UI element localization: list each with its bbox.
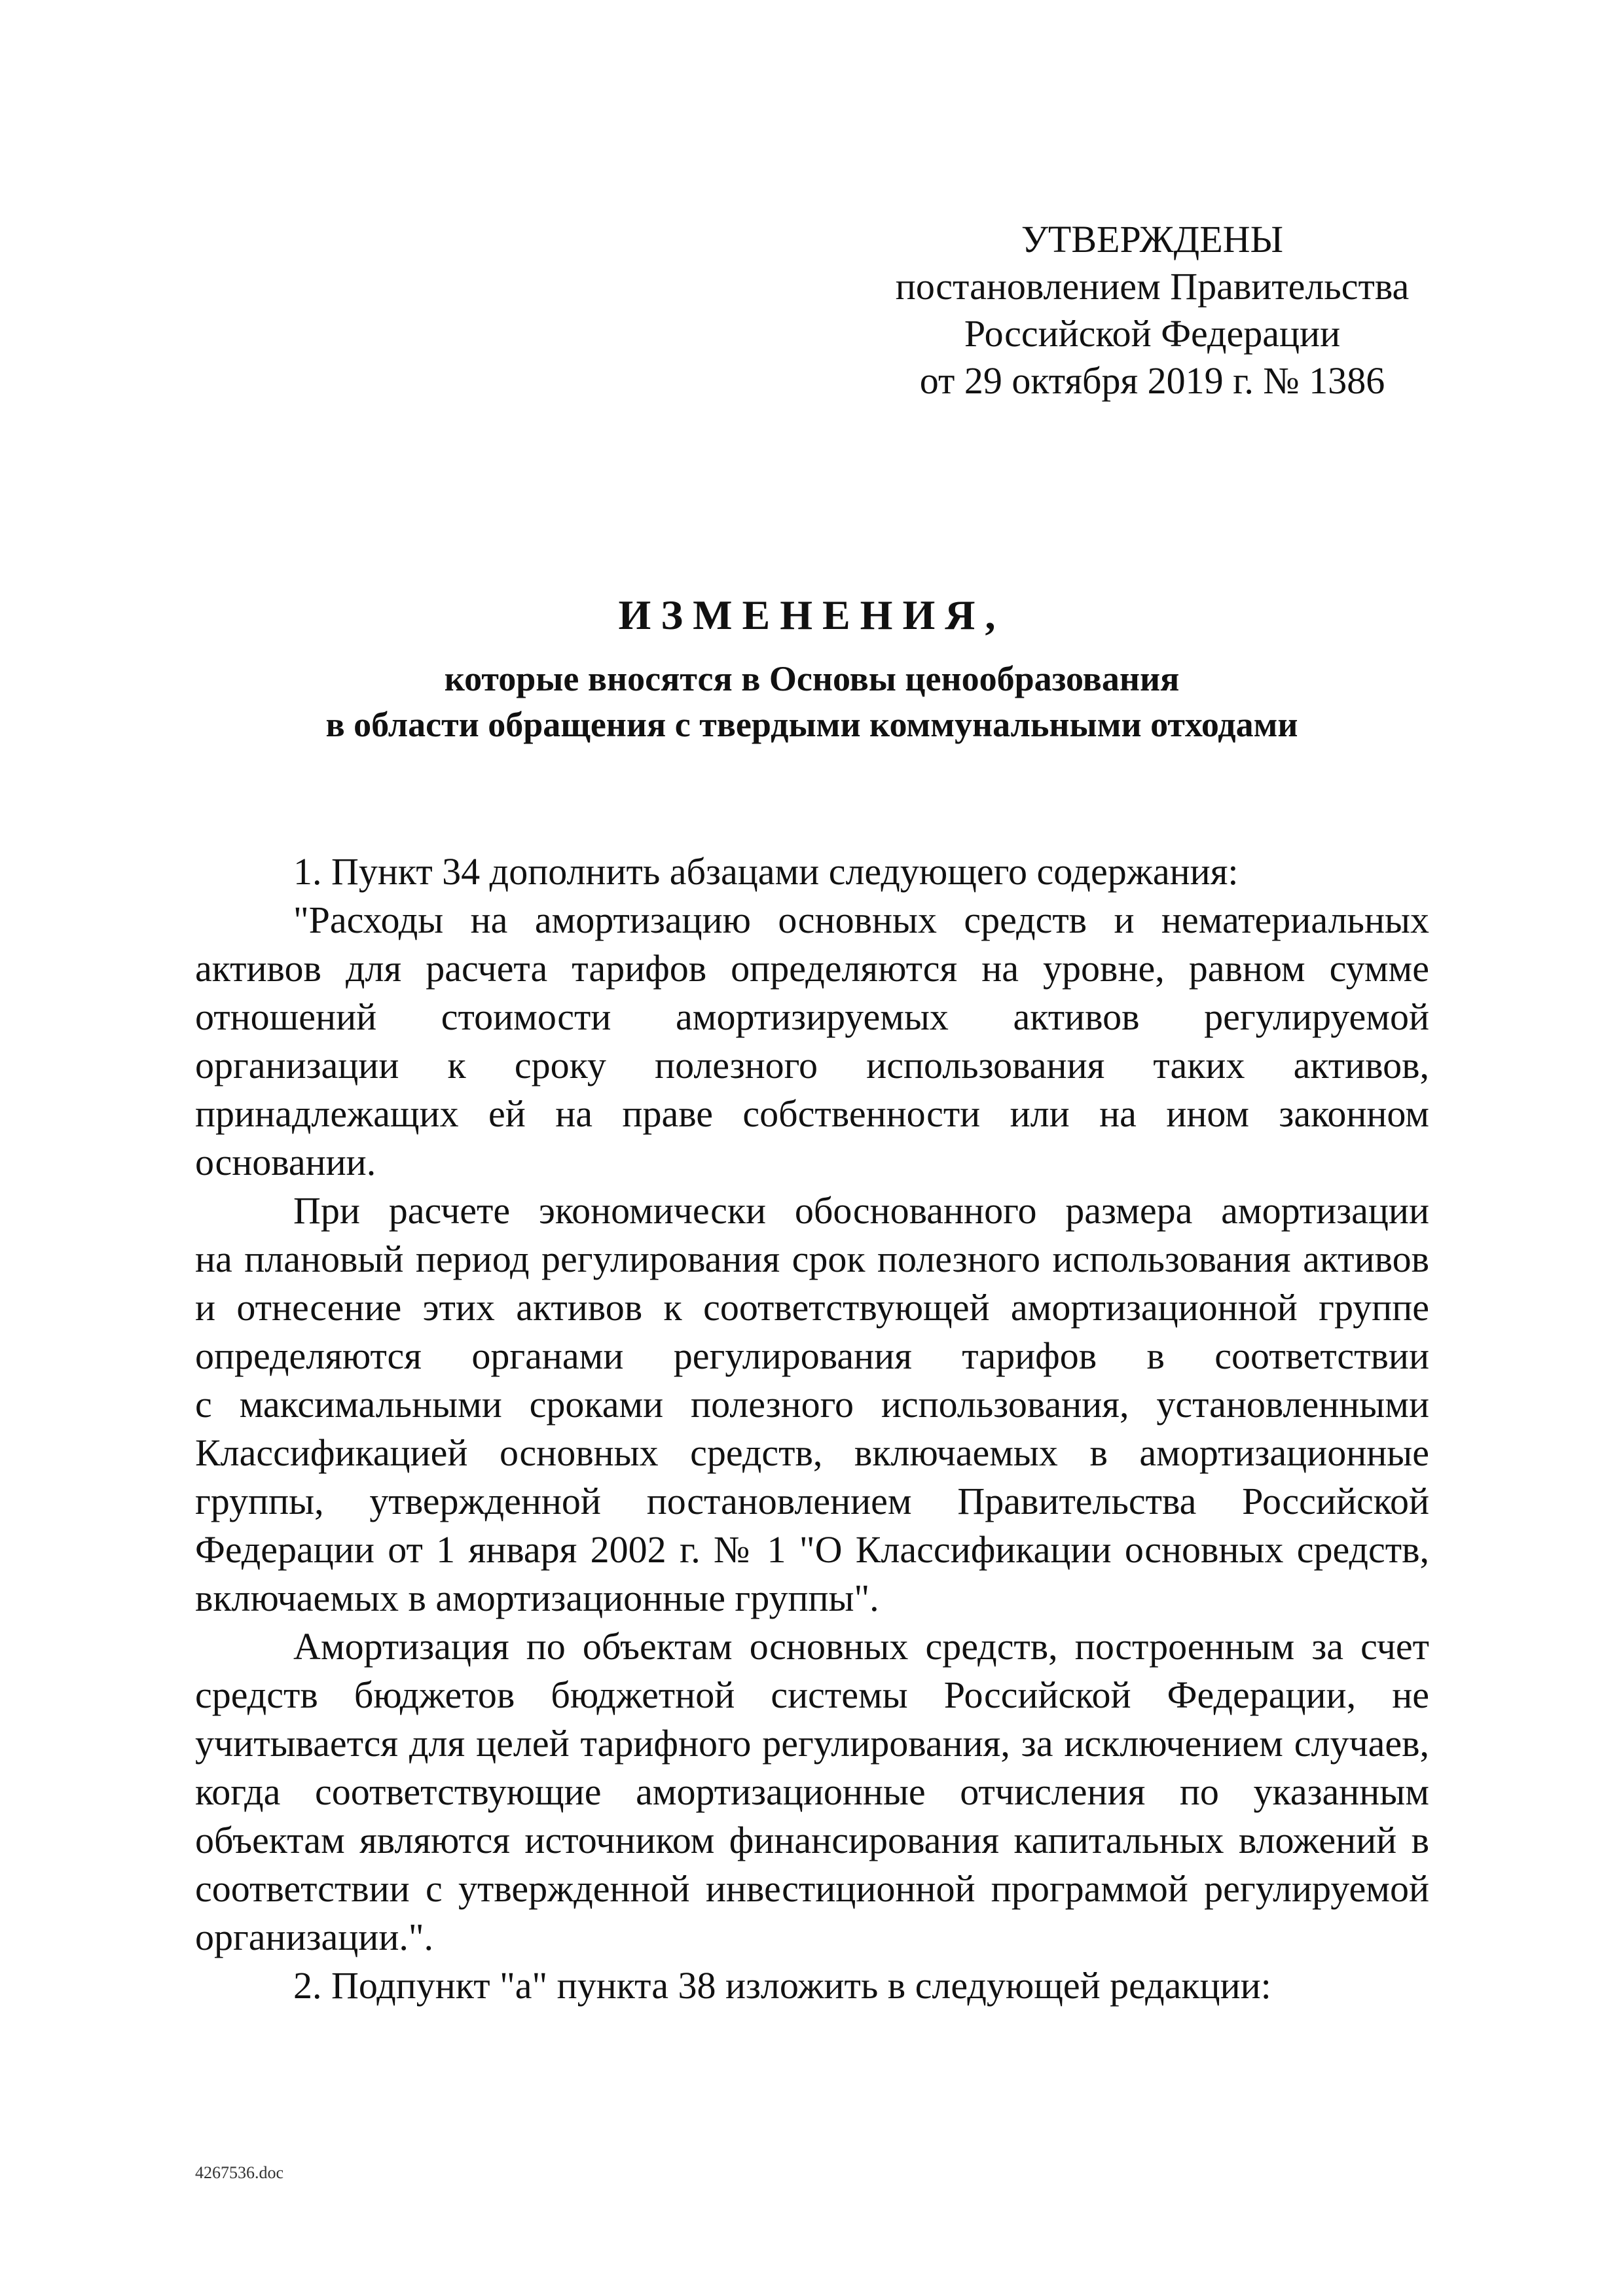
- text-line: и отнесение этих активов к соответствующей амортизационной группе: [195, 1286, 1429, 1329]
- approval-heading: УТВЕРЖДЕНЫ: [1021, 218, 1284, 260]
- document-title: ИЗМЕНЕНИЯ,: [618, 592, 1006, 638]
- document-body: [195, 848, 1429, 2010]
- approval-date-number: от 29 октября 2019 г. № 1386: [919, 359, 1385, 402]
- text-line: средств бюджетов бюджетной системы Российской Федерации, не: [195, 1674, 1429, 1716]
- text-line: определяются органами регулирования тарифов в соответствии: [195, 1335, 1429, 1377]
- paragraph-2: [195, 896, 1429, 1187]
- text-line: 2. Подпункт "а" пункта 38 изложить в следующей редакции:: [293, 1964, 1271, 2007]
- text-line: Классификацией основных средств, включаемых в амортизационные: [195, 1431, 1429, 1474]
- text-line: При расчете экономически обоснованного размера амортизации: [293, 1189, 1429, 1232]
- text-line: на плановый период регулирования срок полезного использования активов: [195, 1238, 1429, 1280]
- text-line: активов для расчета тарифов определяются на уровне, равном сумме: [195, 947, 1429, 990]
- document-header: [196, 589, 1427, 747]
- footer-file-name: 4267536.doc: [195, 2163, 284, 2182]
- text-line: группы, утвержденной постановлением Правительства Российской: [195, 1480, 1429, 1522]
- text-line: включаемых в амортизационные группы".: [195, 1577, 879, 1619]
- paragraph-5: [195, 1962, 1429, 2010]
- text-line: принадлежащих ей на праве собственности или на ином законном: [195, 1092, 1429, 1135]
- text-line: когда соответствующие амортизационные отчисления по указанным: [195, 1770, 1429, 1813]
- text-line: "Расходы на амортизацию основных средств и нематериальных: [293, 899, 1429, 941]
- text-line: Амортизация по объектам основных средств, построенным за счет: [293, 1625, 1429, 1668]
- paragraph-4: [195, 1623, 1429, 1962]
- text-line: организации.".: [195, 1916, 434, 1958]
- text-line: Федерации от 1 января 2002 г. № 1 "О Классификации основных средств,: [195, 1528, 1429, 1571]
- text-line: отношений стоимости амортизируемых активов регулируемой: [195, 996, 1429, 1038]
- approval-line: Российской Федерации: [964, 312, 1341, 355]
- document-subtitle: [196, 656, 1427, 747]
- text-line: организации к сроку полезного использования таких активов,: [195, 1044, 1429, 1086]
- text-line: 1. Пункт 34 дополнить абзацами следующего содержания:: [293, 850, 1239, 893]
- approval-stamp: [871, 216, 1434, 404]
- paragraph-3: [195, 1187, 1429, 1623]
- text-line: с максимальными сроками полезного использования, установленными: [195, 1383, 1429, 1426]
- subtitle-line: в области обращения с твердыми коммунальными отходами: [325, 705, 1298, 744]
- text-line: основании.: [195, 1141, 376, 1183]
- approval-line: постановлением Правительства: [895, 265, 1410, 308]
- paragraph-1: [195, 848, 1429, 896]
- text-line: соответствии с утвержденной инвестиционной программой регулируемой: [195, 1867, 1429, 1910]
- text-line: объектам являются источником финансирования капитальных вложений в: [195, 1819, 1429, 1861]
- subtitle-line: которые вносятся в Основы ценообразования: [444, 659, 1180, 698]
- text-line: учитывается для целей тарифного регулирования, за исключением случаев,: [195, 1722, 1429, 1765]
